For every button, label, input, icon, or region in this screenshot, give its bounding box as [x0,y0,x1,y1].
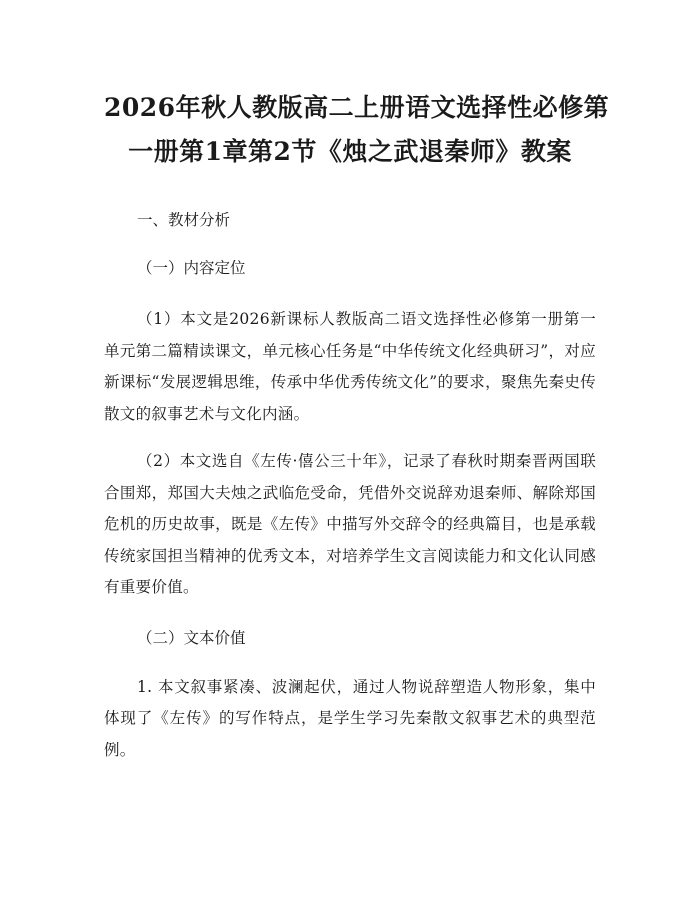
document-title [104,0,610,174]
paragraph-1: （1）本文是2026新课标人教版高二语文选择性必修第一册第一单元第二篇精读课文，单元核心任务是“中华传统文化经典研习”，对应新课标“发展逻辑思维，传承中华优秀传统文化”的要求，聚焦先秦史传散文的叙事艺术与文化内涵。 [104,310,596,423]
subsection-heading-content-positioning: （一）内容定位 [137,259,246,277]
section-heading-textbook-analysis: 一、教材分析 [137,211,231,229]
title-line-1: 2026年秋人教版高二上册语文选择性必修第 [104,93,610,122]
paragraph-2: （2）本文选自《左传·僖公三十年》，记录了春秋时期秦晋两国联合围郑，郑国大夫烛之武临危受命，凭借外交说辞劝退秦师、解除郑国危机的历史故事，既是《左传》中描写外交辞令的经典篇目，也是承载传统家国担当精神的优秀文本，对培养学生文言阅读能力和文化认同感有重要价值。 [104,452,596,596]
title-line-2: 一册第1章第2节《烛之武退秦师》教案 [128,137,572,166]
paragraph-3: 1. 本文叙事紧凑、波澜起伏，通过人物说辞塑造人物形象，集中体现了《左传》的写作特点，是学生学习先秦散文叙事艺术的典型范例。 [104,677,596,759]
subsection-heading-text-value: （二）文本价值 [137,628,246,647]
